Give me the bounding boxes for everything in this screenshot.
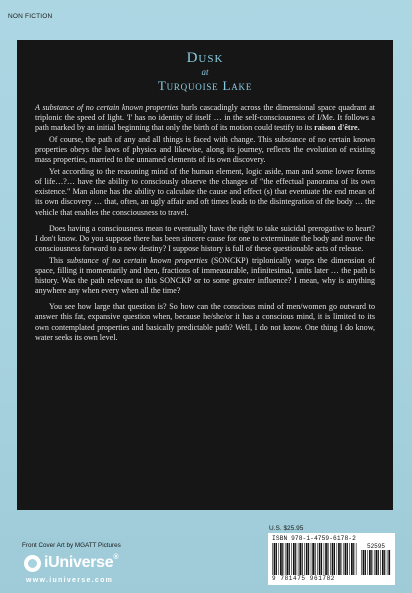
blurb-panel (17, 40, 393, 510)
book-title (35, 50, 375, 93)
blurb-paragraph-2: Of course, the path of any and all things is faced with change. This substance of no certain known properties obeys the laws of physics and likewise, along its journey, reflects the evolution of existing mass properties, married to the unnamed elements of its own discovery. (35, 134, 375, 165)
title-main: Dusk (186, 50, 224, 66)
category-label: NON FICTION (8, 13, 53, 20)
title-sub: Turquoise Lake (157, 78, 253, 93)
blurb-paragraph-5: This substance of no certain known properties (SONCKP) triplonically warps the dimension of space, filling it momentarily and then, fractions of immeasurable, infinitesimal, units later … the path is history. Was the path relevant to this SONCKP or to some greater influence? I mean, why is anything anywhere any when every when all the time? (35, 255, 375, 296)
cover-art-credit: Front Cover Art by MGATT Pictures (22, 542, 121, 549)
title-connector: at (201, 67, 209, 77)
ean-number: 9 781475 961782 (272, 575, 336, 582)
price-code: 52595 (366, 543, 385, 550)
publisher-name: iUniverse (44, 554, 114, 571)
blurb-paragraph-1: A substance of no certain known properties hurls cascadingly across the dimensional space quadrant at triplonic the speed of light. 'I' has no identity of itself … in the self-consciousness of I/Me. It follows a path marked by an initial beginning that only the birth of its motion could testify to its raison d'être. (35, 103, 375, 133)
blurb-paragraph-6: You see how large that question is? So how can the conscious mind of men/women go outward to answer this fat, expansive question when, because he/she/or it has a conscious mind, it is limited to its own contemplated properties and basically predictable path? Well, I do not know. One thing I do know, water seeks its own level. (35, 302, 375, 342)
isbn-text: ISBN 978-1-4759-6178-2 (272, 535, 356, 542)
blurb-paragraph-4: Does having a consciousness mean to eventually have the right to take suicidal prerogative to heart? I don't know. Do you suppose there has been sincere cause for one to exterminate the body and move the consciousness forward to a new destiny? I suppose history is full of these questionable acts of release. (35, 223, 375, 254)
trademark-symbol: ® (113, 554, 119, 561)
blurb-paragraph-3: Yet according to the reasoning mind of the human element, logic aside, man and some lower forms of life…?… have the ability to consciously observe the changes of "the effectual panorama of its own existence." Man alone has the ability to calculate the cause and effect (s) that eventuate the end mean of its own discovery … that, often, an ugly affair and oft times leads to the disintegration of the body … the vehicle that enables the consciousness to travel. (35, 166, 375, 217)
publisher-url: www.iuniverse.com (26, 577, 114, 584)
publisher-logo (24, 555, 164, 587)
blurb-text (35, 103, 375, 343)
barcode-area (268, 533, 395, 585)
publisher-logo-icon (24, 555, 41, 572)
price-label: U.S. $25.95 (269, 525, 304, 532)
ean-barcode-icon (272, 543, 358, 575)
addon-barcode-icon (361, 550, 391, 575)
